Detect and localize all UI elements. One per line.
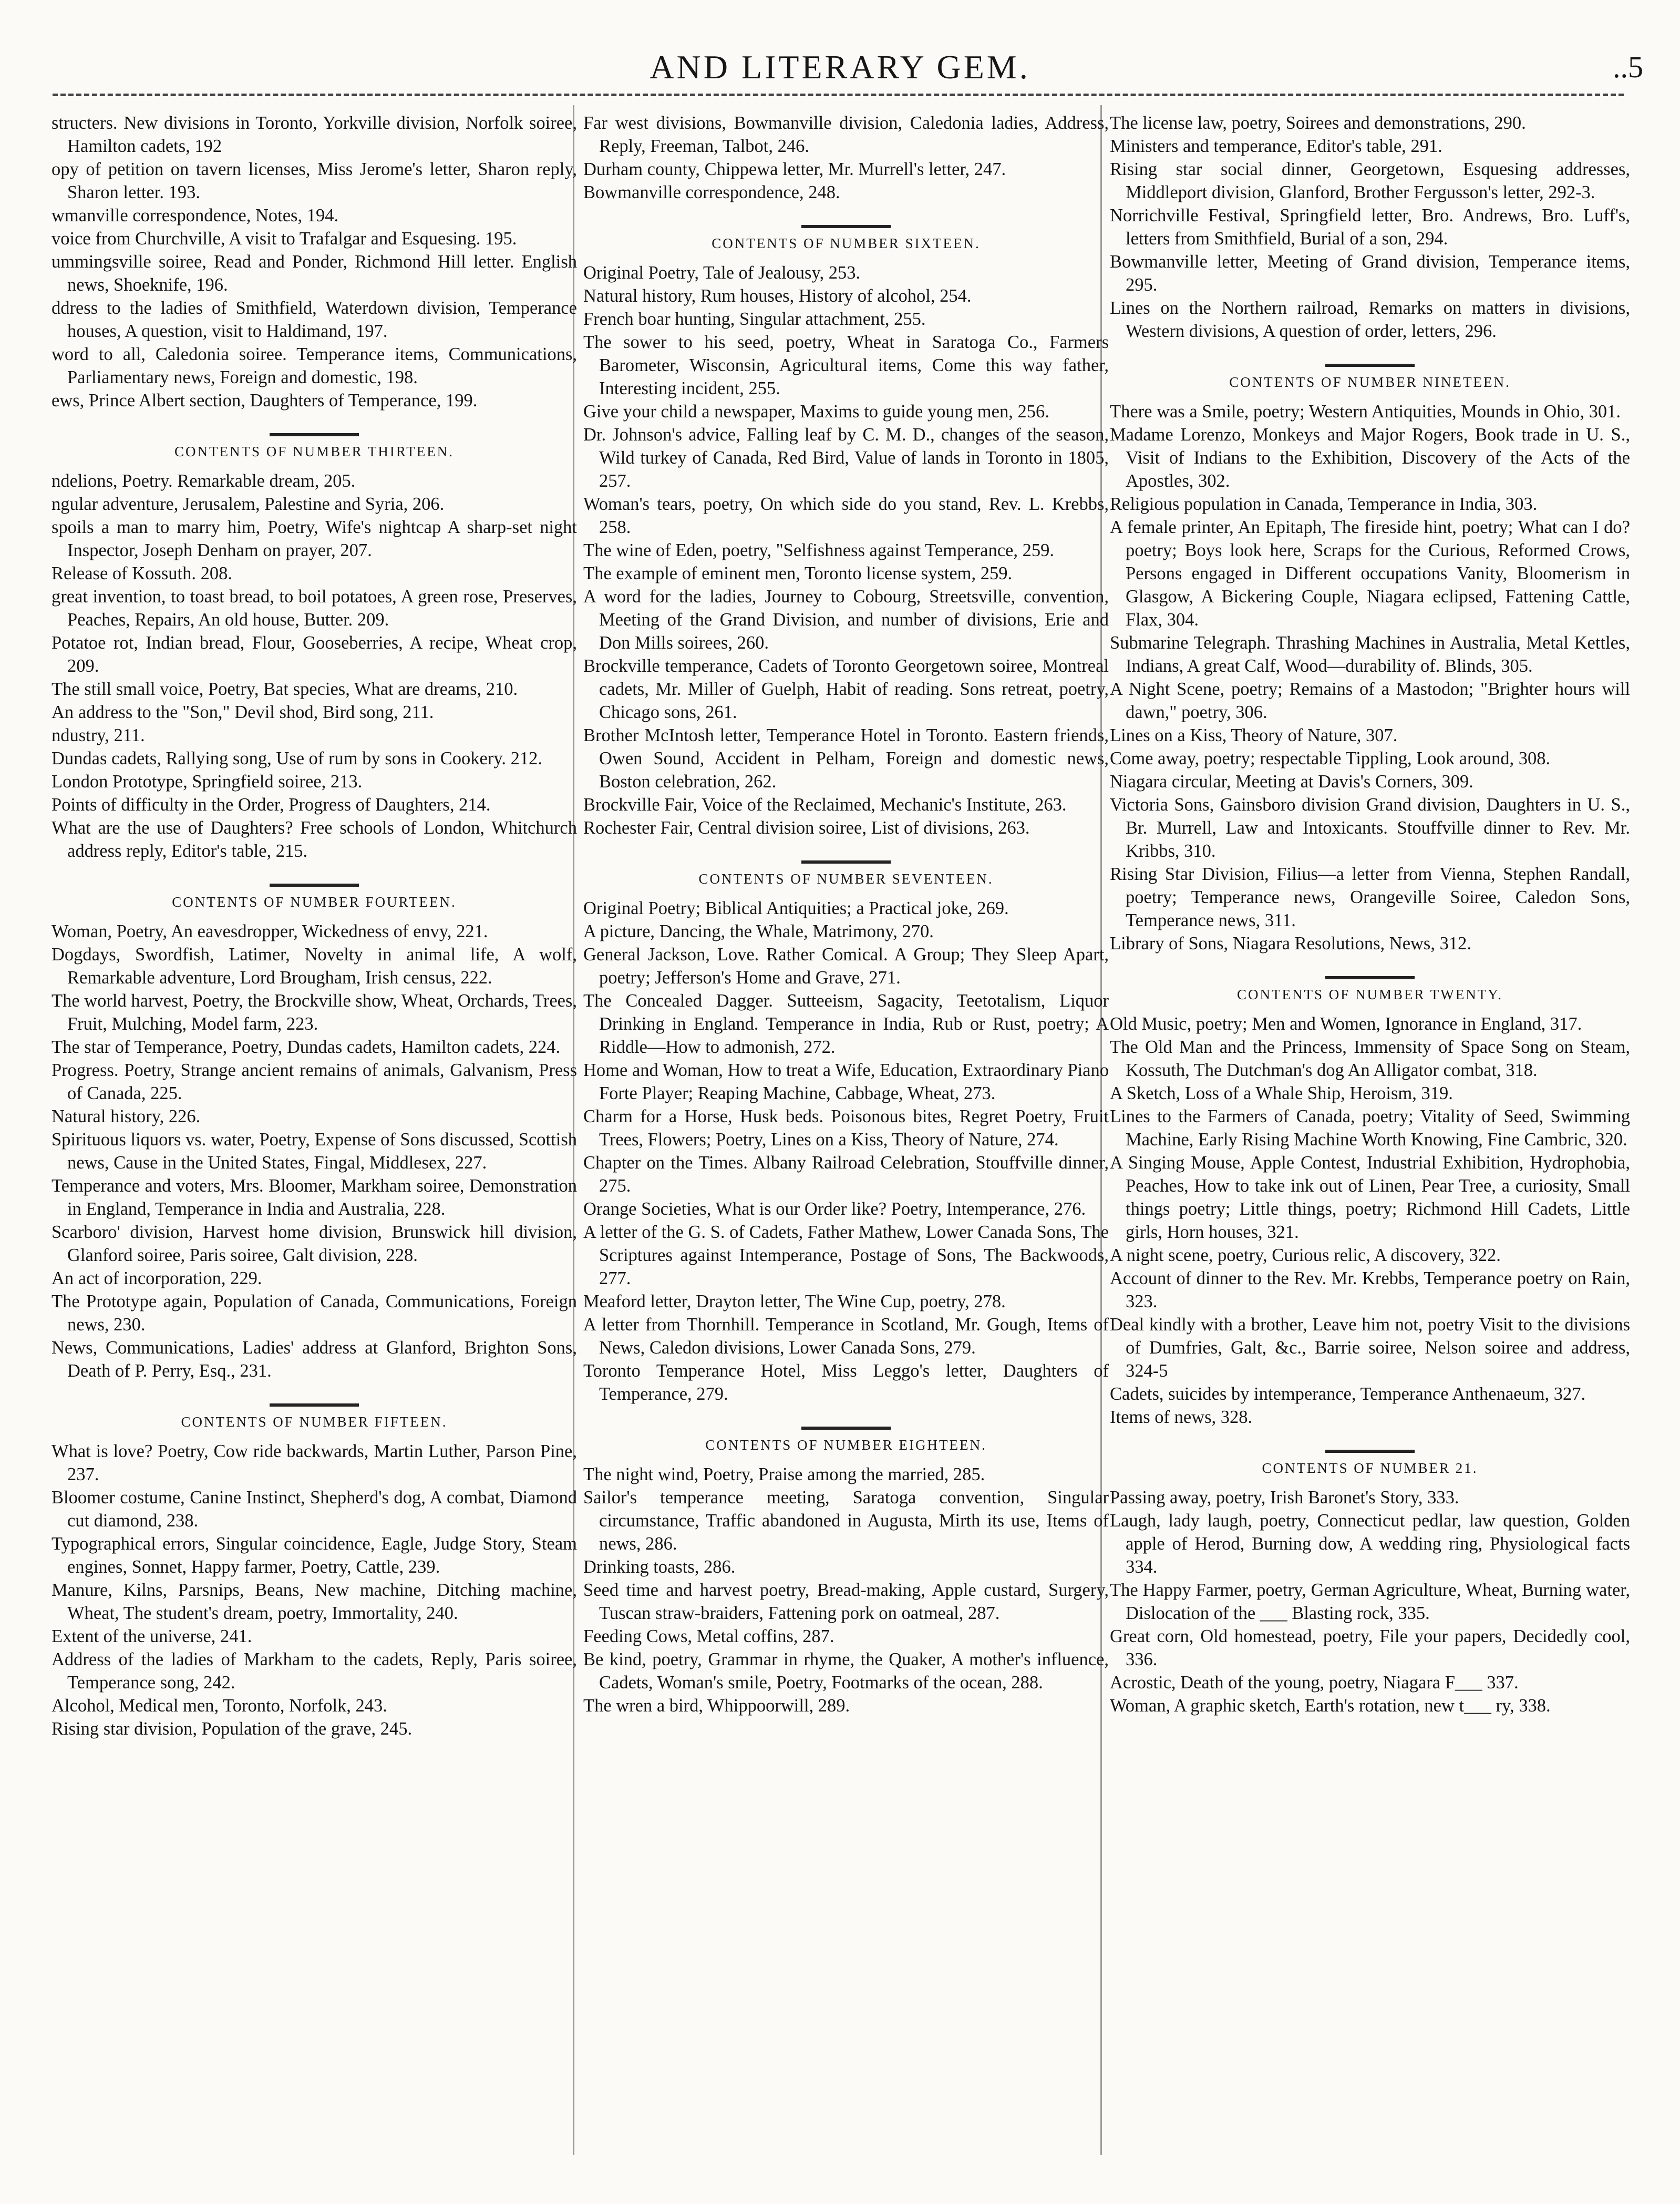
contents-entry: Lines to the Farmers of Canada, poetry; Vitality of Seed, Swimming Machine, Early Rising Machine Worth Knowing, Fine Cambric, 320. (1110, 1106, 1630, 1150)
contents-entry: Religious population in Canada, Temperance in India, 303. (1110, 494, 1538, 514)
contents-entry: Rising star social dinner, Georgetown, Esquesing addresses, Middleport division, Glanford, Brother Fergusson's letter, 292-3. (1110, 159, 1630, 202)
contents-entry: spoils a man to marry him, Poetry, Wife's nightcap A sharp-set night Inspector, Joseph Denham on prayer, 207. (51, 517, 577, 560)
contents-entry: Be kind, poetry, Grammar in rhyme, the Quaker, A mother's influence, Cadets, Woman's smile, Poetry, Footmarks of the ocean, 288. (583, 1649, 1109, 1693)
contents-entry: Come away, poetry; respectable Tippling, Look around, 308. (1110, 749, 1551, 768)
contents-section (583, 1427, 1109, 1717)
contents-entry: The wine of Eden, poetry, "Selfishness against Temperance, 259. (583, 540, 1054, 560)
contents-entry: Points of difficulty in the Order, Progress of Daughters, 214. (51, 795, 491, 815)
section-rule (1325, 1450, 1415, 1453)
contents-entry: Dogdays, Swordfish, Latimer, Novelty in animal life, A wolf, Remarkable adventure, Lord Brougham, Irish census, 222. (51, 945, 577, 988)
contents-entry: London Prototype, Springfield soiree, 213. (51, 772, 363, 792)
contents-section (1110, 976, 1630, 1429)
contents-entry: The Old Man and the Princess, Immensity of Space Song on Steam, Kossuth, The Dutchman's dog An Alligator combat, 318. (1110, 1037, 1630, 1080)
contents-entry: Meaford letter, Drayton letter, The Wine Cup, poetry, 278. (583, 1291, 1006, 1311)
contents-entry: The sower to his seed, poetry, Wheat in Saratoga Co., Farmers Barometer, Wisconsin, Agricultural items, Come this way father, Interesting incident, 255. (583, 332, 1109, 398)
contents-entry: wmanville correspondence, Notes, 194. (51, 206, 339, 225)
contents-entry: Home and Woman, How to treat a Wife, Education, Extraordinary Piano Forte Player; Reaping Machine, Cabbage, Wheat, 273. (583, 1060, 1109, 1103)
contents-entry: Feeding Cows, Metal coffins, 287. (583, 1626, 834, 1646)
contents-entry: word to all, Caledonia soiree. Temperance items, Communications, Parliamentary news, Foreign and domestic, 198. (51, 344, 577, 387)
contents-entry: The world harvest, Poetry, the Brockville show, Wheat, Orchards, Trees, Fruit, Mulching, Model farm, 223. (51, 991, 577, 1034)
contents-entry: A Sketch, Loss of a Whale Ship, Heroism, 319. (1110, 1083, 1453, 1103)
contents-entry: Items of news, 328. (1110, 1407, 1253, 1427)
contents-entry: Give your child a newspaper, Maxims to guide young men, 256. (583, 402, 1049, 422)
contents-entry: Brockville Fair, Voice of the Reclaimed, Mechanic's Institute, 263. (583, 795, 1067, 815)
contents-entry: French boar hunting, Singular attachment, 255. (583, 309, 926, 329)
section-rule (270, 884, 359, 887)
contents-entry: Library of Sons, Niagara Resolutions, News, 312. (1110, 934, 1471, 954)
contents-entry: Natural history, Rum houses, History of alcohol, 254. (583, 286, 972, 306)
section-rule (270, 433, 359, 436)
contents-entry: Passing away, poetry, Irish Baronet's Story, 333. (1110, 1488, 1459, 1508)
contents-entry: The Prototype again, Population of Canada, Communications, Foreign news, 230. (51, 1291, 577, 1335)
section-heading: CONTENTS OF NUMBER EIGHTEEN. (705, 1437, 987, 1453)
contents-entry: Toronto Temperance Hotel, Miss Leggo's letter, Daughters of Temperance, 279. (583, 1361, 1109, 1404)
contents-entry: Great corn, Old homestead, poetry, File your papers, Decidedly cool, 336. (1110, 1626, 1630, 1669)
contents-section (51, 884, 577, 1382)
contents-entry: Account of dinner to the Rev. Mr. Krebbs, Temperance poetry on Rain, 323. (1110, 1268, 1630, 1311)
contents-entry: Manure, Kilns, Parsnips, Beans, New machine, Ditching machine, Wheat, The student's dream, poetry, Immortality, 240. (51, 1580, 577, 1623)
column-1 (51, 111, 577, 1740)
contents-entry: An act of incorporation, 229. (51, 1268, 262, 1288)
section-heading: CONTENTS OF NUMBER SIXTEEN. (712, 235, 981, 251)
column-3 (1110, 111, 1630, 1717)
contents-entry: Woman, Poetry, An eavesdropper, Wickedness of envy, 221. (51, 921, 488, 941)
contents-entry: What are the use of Daughters? Free schools of London, Whitchurch address reply, Editor's table, 215. (51, 818, 577, 861)
header-rule (53, 94, 1624, 96)
contents-entry: Far west divisions, Bowmanville division, Caledonia ladies, Address, Reply, Freeman, Talbot, 246. (583, 113, 1109, 156)
section-rule (1325, 976, 1415, 979)
contents-entry: The wren a bird, Whippoorwill, 289. (583, 1696, 850, 1716)
contents-entry: A word for the ladies, Journey to Cobourg, Streetsville, convention, Meeting of the Grand Division, and number of divisions, Erie and Don Mills soirees, 260. (583, 587, 1109, 653)
contents-section (51, 111, 577, 412)
contents-entry: What is love? Poetry, Cow ride backwards, Martin Luther, Parson Pine, 237. (51, 1441, 577, 1484)
contents-entry: Bloomer costume, Canine Instinct, Shepherd's dog, A combat, Diamond cut diamond, 238. (51, 1488, 577, 1531)
contents-entry: The Happy Farmer, poetry, German Agriculture, Wheat, Burning water, Dislocation of the ___ Blasting rock, 335. (1110, 1580, 1630, 1623)
section-rule (1325, 364, 1415, 367)
contents-entry: Rising star division, Population of the grave, 245. (51, 1719, 413, 1739)
contents-entry: Ministers and temperance, Editor's table, 291. (1110, 136, 1442, 156)
contents-section (583, 860, 1109, 1406)
contents-entry: Brockville temperance, Cadets of Toronto Georgetown soiree, Montreal cadets, Mr. Miller of Guelph, Habit of reading. Sons retreat, poetry, Chicago sons, 261. (583, 656, 1109, 722)
section-rule (801, 860, 891, 864)
contents-entry: structers. New divisions in Toronto, Yorkville division, Norfolk soiree, Hamilton cadets, 192 (51, 113, 577, 156)
contents-entry: Victoria Sons, Gainsboro division Grand division, Daughters in U. S., Br. Murrell, Law and Intoxicants. Stouffville dinner to Rev. Mr. Kribbs, 310. (1110, 795, 1630, 861)
contents-entry: Niagara circular, Meeting at Davis's Corners, 309. (1110, 772, 1473, 792)
contents-entry: Lines on the Northern railroad, Remarks on matters in divisions, Western divisions, A question of order, letters, 296. (1110, 298, 1630, 341)
contents-section (1110, 364, 1630, 955)
section-heading: CONTENTS OF NUMBER SEVENTEEN. (698, 871, 994, 887)
section-heading: CONTENTS OF NUMBER 21. (1262, 1460, 1478, 1476)
contents-entry: Laugh, lady laugh, poetry, Connecticut pedlar, law question, Golden apple of Herod, Burning dow, A wedding ring, Physiological facts 334. (1110, 1511, 1630, 1577)
contents-entry: An address to the "Son," Devil shod, Bird song, 211. (51, 702, 434, 722)
contents-entry: Scarboro' division, Harvest home division, Brunswick hill division, Glanford soiree, Paris soiree, Galt division, 228. (51, 1222, 577, 1265)
contents-entry: Natural history, 226. (51, 1106, 201, 1126)
contents-entry: Old Music, poetry; Men and Women, Ignorance in England, 317. (1110, 1014, 1582, 1034)
contents-entry: Potatoe rot, Indian bread, Flour, Gooseberries, A recipe, Wheat crop, 209. (51, 633, 577, 676)
contents-entry: ngular adventure, Jerusalem, Palestine and Syria, 206. (51, 494, 445, 514)
contents-entry: ndelions, Poetry. Remarkable dream, 205. (51, 471, 356, 491)
page-number: ..5 (1613, 50, 1643, 84)
contents-entry: The star of Temperance, Poetry, Dundas cadets, Hamilton cadets, 224. (51, 1037, 561, 1057)
contents-entry: great invention, to toast bread, to boil potatoes, A green rose, Preserves, Peaches, Repairs, An old house, Butter. 209. (51, 587, 577, 630)
contents-entry: A Night Scene, poetry; Remains of a Mastodon; "Brighter hours will dawn," poetry, 306. (1110, 679, 1630, 722)
contents-entry: Alcohol, Medical men, Toronto, Norfolk, 243. (51, 1696, 387, 1716)
contents-section (583, 225, 1109, 839)
contents-entry: Cadets, suicides by intemperance, Temperance Anthenaeum, 327. (1110, 1384, 1586, 1404)
contents-entry: Seed time and harvest poetry, Bread-making, Apple custard, Surgery, Tuscan straw-braiders, Fattening pork on oatmeal, 287. (583, 1580, 1109, 1623)
section-heading: CONTENTS OF NUMBER NINETEEN. (1229, 374, 1511, 390)
contents-entry: Orange Societies, What is our Order like? Poetry, Intemperance, 276. (583, 1199, 1086, 1219)
contents-entry: Spirituous liquors vs. water, Poetry, Expense of Sons discussed, Scottish news, Cause in the United States, Fingal, Middlesex, 227. (51, 1130, 577, 1173)
contents-entry: Acrostic, Death of the young, poetry, Niagara F___ 337. (1110, 1673, 1519, 1693)
section-heading: CONTENTS OF NUMBER FOURTEEN. (172, 894, 457, 910)
contents-entry: Extent of the universe, 241. (51, 1626, 252, 1646)
contents-entry: Brother McIntosh letter, Temperance Hotel in Toronto. Eastern friends, Owen Sound, Accident in Pelham, Foreign and domestic news, Boston celebration, 262. (583, 725, 1109, 792)
section-rule (801, 1427, 891, 1430)
contents-entry: voice from Churchville, A visit to Trafalgar and Esquesing. 195. (51, 229, 517, 249)
section-heading: CONTENTS OF NUMBER TWENTY. (1236, 987, 1503, 1002)
contents-entry: Charm for a Horse, Husk beds. Poisonous bites, Regret Poetry, Fruit Trees, Flowers; Poetry, Lines on a Kiss, Theory of Nature, 274. (583, 1106, 1109, 1150)
contents-entry: A night scene, poetry, Curious relic, A discovery, 322. (1110, 1245, 1501, 1265)
contents-entry: Rising Star Division, Filius—a letter from Vienna, Stephen Randall, poetry; Temperance news, Orangeville Soiree, Caledon Sons, Temperance news, 311. (1110, 864, 1630, 930)
contents-entry: A female printer, An Epitaph, The fireside hint, poetry; What can I do? poetry; Boys look here, Scraps for the Curious, Reformed Crows, Persons engaged in Different occupations Vanity, Bloomerism in Glasgow, A Bickering Couple, Niagara eclipsed, Fattening Cattle, Flax, 304. (1110, 517, 1630, 630)
contents-entry: ews, Prince Albert section, Daughters of Temperance, 199. (51, 391, 478, 411)
contents-entry: Original Poetry; Biblical Antiquities; a Practical joke, 269. (583, 898, 1009, 918)
contents-entry: Woman's tears, poetry, On which side do you stand, Rev. L. Krebbs, 258. (583, 494, 1109, 537)
contents-entry: Address of the ladies of Markham to the cadets, Reply, Paris soiree, Temperance song, 242. (51, 1649, 577, 1693)
contents-entry: Release of Kossuth. 208. (51, 563, 232, 583)
contents-entry: Temperance and voters, Mrs. Bloomer, Markham soiree, Demonstration in England, Temperance in India and Australia, 228. (51, 1176, 577, 1219)
contents-entry: News, Communications, Ladies' address at Glanford, Brighton Sons, Death of P. Perry, Esq., 231. (51, 1338, 577, 1381)
contents-entry: Norrichville Festival, Springfield letter, Bro. Andrews, Bro. Luff's, letters from Smithfield, Burial of a son, 294. (1110, 206, 1630, 249)
contents-entry: Sailor's temperance meeting, Saratoga convention, Singular circumstance, Traffic abandoned in Augusta, Mirth its use, Items of news, 286. (583, 1488, 1109, 1554)
contents-entry: Dr. Johnson's advice, Falling leaf by C. M. D., changes of the season, Wild turkey of Canada, Red Bird, Value of lands in Toronto in 1805, 257. (583, 425, 1109, 491)
contents-entry: Progress. Poetry, Strange ancient remains of animals, Galvanism, Press of Canada, 225. (51, 1060, 577, 1103)
section-rule (801, 225, 891, 228)
contents-entry: Madame Lorenzo, Monkeys and Major Rogers, Book trade in U. S., Visit of Indians to the Exhibition, Discovery of the Acts of the Apostles, 302. (1110, 425, 1630, 491)
contents-entry: A picture, Dancing, the Whale, Matrimony, 270. (583, 921, 934, 941)
section-heading: CONTENTS OF NUMBER FIFTEEN. (181, 1414, 448, 1430)
contents-entry: A Singing Mouse, Apple Contest, Industrial Exhibition, Hydrophobia, Peaches, How to take ink out of Linen, Pear Tree, a curiosity, Small things poetry; Little things, poetry; Richmond Hill Cadets, Little girls, Horn houses, 321. (1110, 1153, 1630, 1242)
contents-entry: ddress to the ladies of Smithfield, Waterdown division, Temperance houses, A question, visit to Haldimand, 197. (51, 298, 577, 341)
contents-entry: Bowmanville correspondence, 248. (583, 182, 840, 202)
contents-entry: ummingsville soiree, Read and Ponder, Richmond Hill letter. English news, Shoeknife, 196. (51, 252, 577, 295)
contents-entry: Chapter on the Times. Albany Railroad Celebration, Stouffville dinner, 275. (583, 1153, 1109, 1196)
column-2 (583, 111, 1109, 1717)
contents-entry: Durham county, Chippewa letter, Mr. Murrell's letter, 247. (583, 159, 1006, 179)
contents-entry: Woman, A graphic sketch, Earth's rotation, new t___ ry, 338. (1110, 1696, 1551, 1716)
contents-entry: The night wind, Poetry, Praise among the married, 285. (583, 1464, 985, 1484)
contents-section (583, 111, 1109, 204)
contents-entry: The license law, poetry, Soirees and demonstrations, 290. (1110, 113, 1526, 133)
page-title: AND LITERARY GEM. (650, 48, 1030, 86)
contents-entry: Typographical errors, Singular coincidence, Eagle, Judge Story, Steam engines, Sonnet, Happy farmer, Poetry, Cattle, 239. (51, 1534, 577, 1577)
contents-entry: Drinking toasts, 286. (583, 1557, 736, 1577)
contents-entry: A letter from Thornhill. Temperance in Scotland, Mr. Gough, Items of News, Caledon divisions, Lower Canada Sons, 279. (583, 1315, 1109, 1358)
contents-entry: Bowmanville letter, Meeting of Grand division, Temperance items, 295. (1110, 252, 1630, 295)
contents-entry: Lines on a Kiss, Theory of Nature, 307. (1110, 725, 1398, 745)
section-rule (270, 1403, 359, 1407)
section-heading: CONTENTS OF NUMBER THIRTEEN. (174, 444, 454, 459)
contents-entry: Rochester Fair, Central division soiree, List of divisions, 263. (583, 818, 1030, 838)
contents-section (51, 1403, 577, 1740)
contents-entry: There was a Smile, poetry; Western Antiquities, Mounds in Ohio, 301. (1110, 402, 1621, 422)
page-header (0, 46, 1680, 88)
contents-entry: General Jackson, Love. Rather Comical. A Group; They Sleep Apart, poetry; Jefferson's Home and Grave, 271. (583, 945, 1109, 988)
contents-section (1110, 1450, 1630, 1717)
contents-entry: The still small voice, Poetry, Bat species, What are dreams, 210. (51, 679, 518, 699)
contents-entry: The example of eminent men, Toronto license system, 259. (583, 563, 1013, 583)
contents-entry: opy of petition on tavern licenses, Miss Jerome's letter, Sharon reply, Sharon letter. 193. (51, 159, 577, 202)
contents-entry: Deal kindly with a brother, Leave him not, poetry Visit to the divisions of Dumfries, Galt, &c., Barrie soiree, Nelson soiree and address, 324-5 (1110, 1315, 1630, 1381)
contents-section (51, 433, 577, 863)
contents-section (1110, 111, 1630, 343)
contents-entry: Submarine Telegraph. Thrashing Machines in Australia, Metal Kettles, Indians, A great Calf, Wood—durability of. Blinds, 305. (1110, 633, 1630, 676)
contents-entry: The Concealed Dagger. Sutteeism, Sagacity, Teetotalism, Liquor Drinking in England. Temperance in India, Rub or Rust, poetry; A Riddle—How to admonish, 272. (583, 991, 1109, 1057)
contents-entry: Original Poetry, Tale of Jealousy, 253. (583, 263, 861, 283)
contents-entry: Dundas cadets, Rallying song, Use of rum by sons in Cookery. 212. (51, 749, 542, 768)
contents-entry: A letter of the G. S. of Cadets, Father Mathew, Lower Canada Sons, The Scriptures against Intemperance, Postage of Sons, The Backwoods, 277. (583, 1222, 1109, 1288)
contents-entry: ndustry, 211. (51, 725, 145, 745)
